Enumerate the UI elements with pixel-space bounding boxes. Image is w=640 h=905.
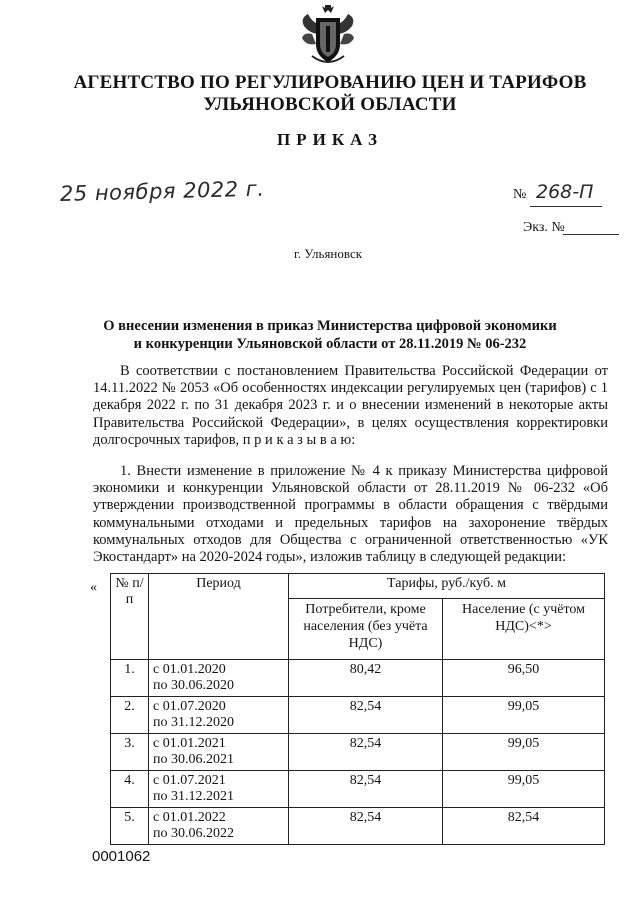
copy-number-label: Экз. №	[523, 220, 565, 235]
table-row	[111, 734, 605, 771]
row-population-tariff: 99,05	[443, 697, 605, 734]
table-row	[111, 660, 605, 697]
row-num: 4.	[111, 771, 149, 808]
row-period	[149, 734, 289, 771]
period-from: с 01.07.2020	[153, 699, 226, 714]
period-to: по 31.12.2020	[153, 715, 234, 730]
opening-quote-mark: «	[90, 580, 97, 595]
coat-of-arms-emblem	[298, 4, 358, 68]
table-row	[111, 697, 605, 734]
row-consumers-tariff: 82,54	[289, 808, 443, 845]
row-population-tariff: 99,05	[443, 734, 605, 771]
row-population-tariff: 82,54	[443, 808, 605, 845]
period-from: с 01.01.2021	[153, 736, 226, 751]
row-population-tariff: 99,05	[443, 771, 605, 808]
header-period: Период	[149, 574, 289, 660]
header-tariffs-group: Тарифы, руб./куб. м	[289, 574, 605, 599]
row-consumers-tariff: 80,42	[289, 660, 443, 697]
period-to: по 30.06.2021	[153, 752, 234, 767]
tariff-table	[110, 573, 605, 845]
period-from: с 01.07.2021	[153, 773, 226, 788]
period-from: с 01.01.2022	[153, 810, 226, 825]
row-period	[149, 660, 289, 697]
agency-name-line2: УЛЬЯНОВСКОЙ ОБЛАСТИ	[203, 94, 457, 115]
row-num: 1.	[111, 660, 149, 697]
order-subject-line2: и конкуренции Ульяновской области от 28.11.2019 № 06-232	[133, 336, 527, 352]
period-from: с 01.01.2020	[153, 662, 226, 677]
row-num: 2.	[111, 697, 149, 734]
row-population-tariff: 96,50	[443, 660, 605, 697]
period-to: по 31.12.2021	[153, 789, 234, 804]
row-num: 3.	[111, 734, 149, 771]
city-label: г. Ульяновск	[293, 246, 363, 261]
clause-1-paragraph: 1. Внести изменение в приложение № 4 к приказу Министерства цифровой экономики и конкуренции Ульяновской области от 28.11.2019 № 06-232 «Об утверждении производственной программы в области обращения с твёрдыми коммунальными отходами и предельных тарифов на захоронение твёрдых коммунальных отходов для Общества с ограниченной ответственностью «УК Экостандарт» на 2020-2024 годы», изложив таблицу в следующей редакции:	[93, 463, 608, 566]
header-consumers: Потребители, кроме населения (без учёта НДС)	[289, 599, 443, 660]
handwritten-date: 25 ноября 2022 г.	[59, 176, 265, 206]
row-period	[149, 771, 289, 808]
copy-number-underline	[563, 234, 619, 235]
order-number-underline	[530, 206, 602, 207]
row-period	[149, 808, 289, 845]
row-num: 5.	[111, 808, 149, 845]
table-row	[111, 808, 605, 845]
document-serial-number: 0001062	[92, 848, 151, 865]
period-to: по 30.06.2022	[153, 826, 234, 841]
agency-name-line1: АГЕНТСТВО ПО РЕГУЛИРОВАНИЮ ЦЕН И ТАРИФОВ	[73, 72, 587, 93]
header-num: № п/п	[111, 574, 149, 660]
row-consumers-tariff: 82,54	[289, 734, 443, 771]
preamble-paragraph: В соответствии с постановлением Правительства Российской Федерации от 14.11.2022 № 2053 «Об особенностях индексации регулируемых цен (тарифов) с 1 декабря 2022 г. по 31 декабря 2023 г. и о внесении изменений в некоторые акты Правительства Российской Федерации», в целях осуществления корректировки долгосрочных тарифов, п р и к а з ы в а ю:	[93, 363, 608, 448]
period-to: по 30.06.2020	[153, 678, 234, 693]
table-row	[111, 771, 605, 808]
order-subject-line1: О внесении изменения в приказ Министерства цифровой экономики	[103, 318, 557, 334]
row-consumers-tariff: 82,54	[289, 771, 443, 808]
header-population: Население (с учётом НДС)<*>	[443, 599, 605, 660]
order-number-prefix: №	[513, 187, 527, 202]
row-period	[149, 697, 289, 734]
row-consumers-tariff: 82,54	[289, 697, 443, 734]
handwritten-order-number: 268-П	[536, 181, 594, 203]
order-title: ПРИКАЗ	[277, 130, 383, 149]
